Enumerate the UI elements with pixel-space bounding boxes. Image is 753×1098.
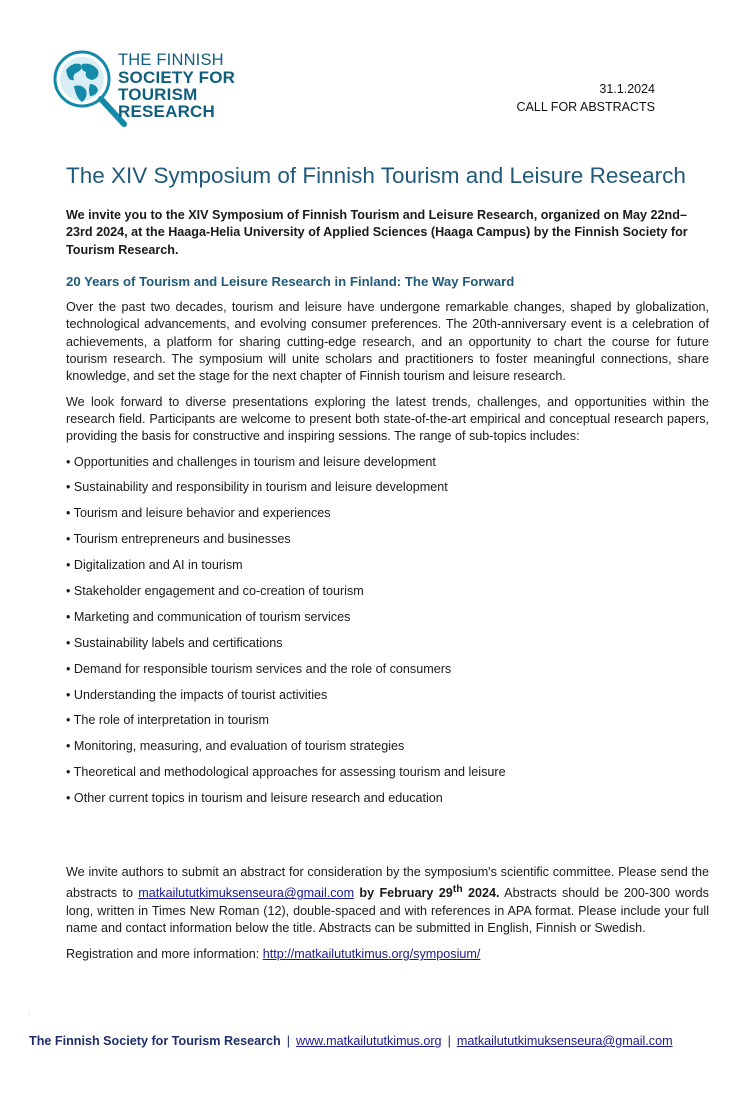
list-item: • Opportunities and challenges in tourism and leisure development [66, 454, 436, 469]
footer-website-link[interactable]: www.matkailututkimus.org [295, 1034, 442, 1048]
logo-line-1: THE FINNISH [118, 51, 224, 69]
registration-line [66, 946, 709, 963]
footer-separator: | [286, 1034, 290, 1048]
footer [29, 1034, 673, 1048]
footer-org-name: The Finnish Society for Tourism Research [29, 1034, 281, 1048]
section-subtitle: 20 Years of Tourism and Leisure Research in Finland: The Way Forward [66, 273, 515, 289]
document-date: 31.1.2024 [599, 82, 655, 96]
topics-list [66, 454, 709, 816]
list-item: • Marketing and communication of tourism services [66, 609, 351, 624]
logo-line-2: SOCIETY FOR TOURISM [118, 68, 236, 104]
registration-link[interactable]: http://matkailututkimus.org/symposium/ [262, 947, 481, 962]
list-item: • The role of interpretation in tourism [66, 713, 269, 728]
list-item: • Tourism and leisure behavior and experiences [66, 506, 331, 521]
list-item: • Digitalization and AI in tourism [66, 558, 243, 573]
logo-wordmark [118, 52, 312, 120]
registration-label: Registration and more information: [66, 947, 263, 962]
list-item: • Understanding the impacts of tourist activities [66, 687, 328, 702]
submission-email-link[interactable]: matkailututkimuksenseura@gmail.com [138, 886, 355, 901]
intro-paragraph: We invite you to the XIV Symposium of Finnish Tourism and Leisure Research, organized on May 22nd–23rd 2024, at the Haaga-Helia University of Applied Sciences (Haaga Campus) by the Finnish Society for Tourism Research. [66, 208, 688, 257]
list-item: • Other current topics in tourism and leisure research and education [66, 791, 443, 806]
stray-mark: . [28, 1008, 31, 1017]
deadline: by February 29th 2024. [354, 883, 500, 901]
paragraph-presentations: We look forward to diverse presentations exploring the latest trends, challenges, and opportunities within the research field. Participants are welcome to present both state-of-the-art empirical and conceptual research papers, providing the basis for constructive and inspiring sessions. The range of sub-topics includes: [66, 394, 709, 444]
list-item: • Sustainability and responsibility in tourism and leisure development [66, 480, 448, 495]
submission-paragraph [66, 864, 709, 937]
document-type: CALL FOR ABSTRACTS [516, 100, 655, 114]
list-item: • Stakeholder engagement and co-creation of tourism [66, 584, 364, 599]
logo-line-3: RESEARCH [118, 102, 216, 121]
page-title: The XIV Symposium of Finnish Tourism and Leisure Research [66, 163, 686, 188]
submission-section [66, 864, 709, 973]
society-logo [52, 44, 312, 134]
footer-separator: | [447, 1034, 451, 1048]
submission-text-2: Abstracts should be 200-300 words long, written in Times New Roman (12), double-spaced and with references in APA format. Please include your full name and contact information below the title. Abstracts can be submitted in English, Finnish or Swedish. [66, 886, 709, 936]
list-item: • Monitoring, measuring, and evaluation of tourism strategies [66, 739, 405, 754]
paragraph-overview: Over the past two decades, tourism and leisure have undergone remarkable changes, shaped by globalization, technological advancements, and evolving consumer preferences. The 20th-anniversary event is a celebration of achievements, a platform for sharing cutting-edge research, and an opportunity to chart the course for future tourism research. The symposium will unite scholars and practitioners to foster meaningful connections, share knowledge, and set the stage for the next chapter of Finnish tourism and leisure research. [66, 300, 709, 384]
list-item: • Demand for responsible tourism services and the role of consumers [66, 661, 452, 676]
footer-email-link[interactable]: matkailututkimuksenseura@gmail.com [456, 1034, 673, 1048]
list-item: • Theoretical and methodological approaches for assessing tourism and leisure [66, 765, 506, 780]
submission-text-1: We invite authors to submit an abstract for consideration by the symposium's scientific committee. Please send the abstracts to [66, 865, 709, 901]
main-content [66, 207, 709, 816]
list-item: • Sustainability labels and certifications [66, 635, 283, 650]
list-item: • Tourism entrepreneurs and businesses [66, 532, 291, 547]
document-meta [517, 80, 655, 116]
